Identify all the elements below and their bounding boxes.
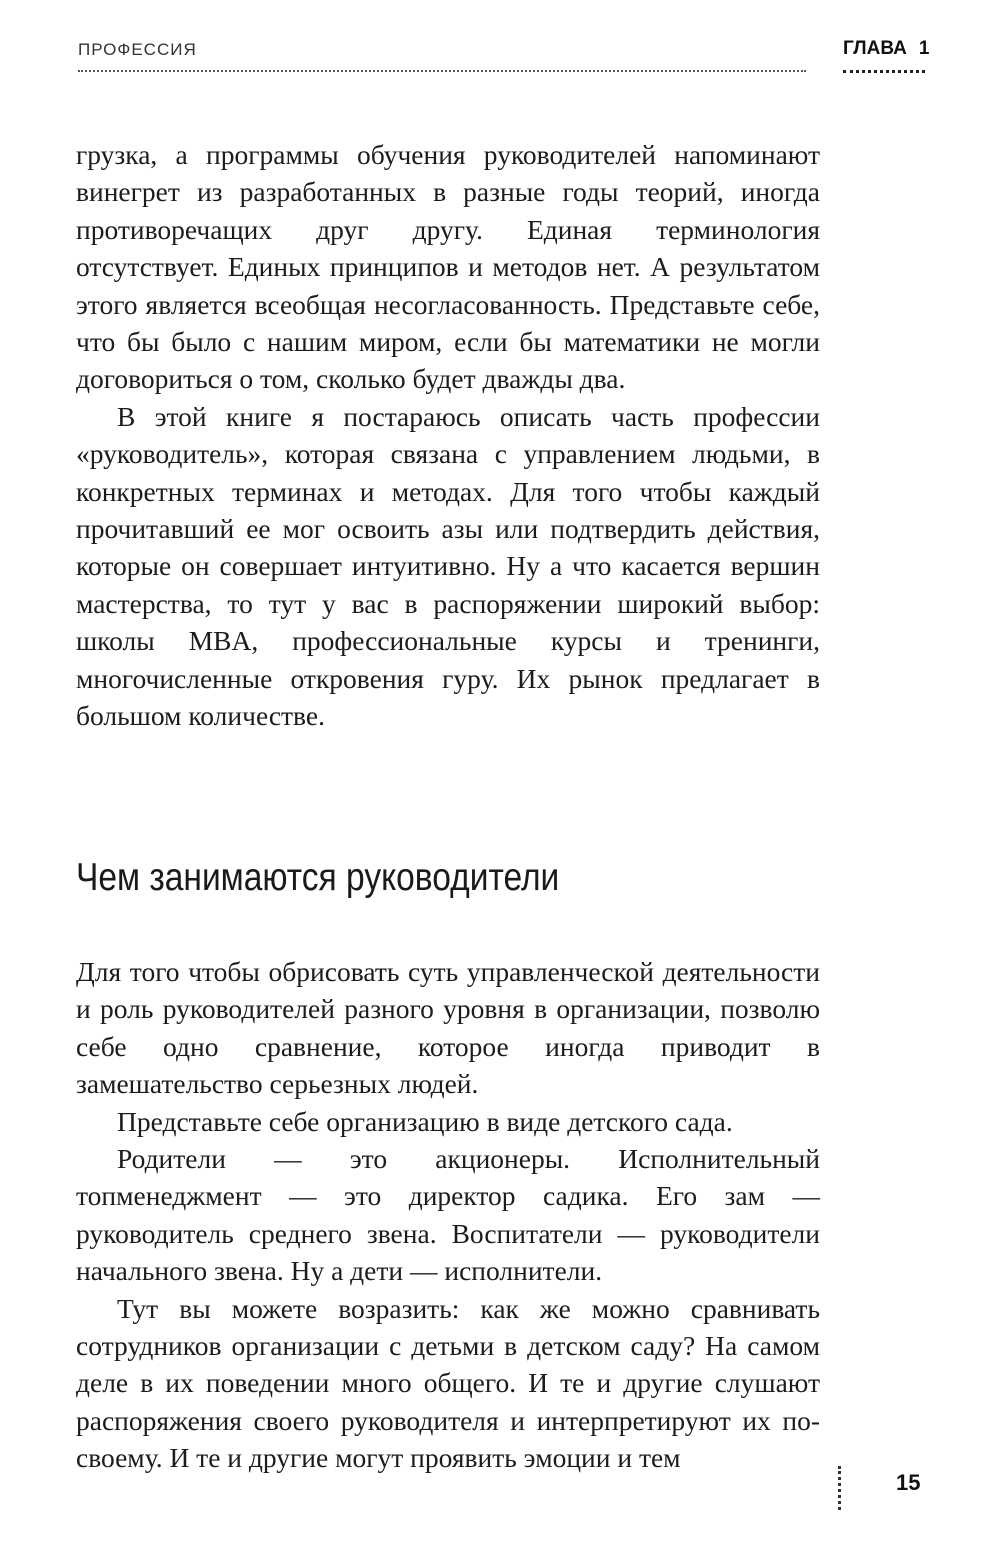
- paragraph: грузка, а программы обучения руководителей напоминают винегрет из разработанных в разные годы теорий, иногда противоречащих друг другу. Единая терминология отсутствует. Единых принципов и методов нет. А результатом этого является всеобщая несогласованность. Представьте себе, что бы было с нашим миром, если бы математики не могли договориться о том, сколько будет дважды два.: [76, 139, 820, 395]
- paragraph: В этой книге я постараюсь описать часть профессии «руководитель», которая связана с управлением людьми, в конкретных терминах и методах. Для того чтобы каждый прочитавший ее мог освоить азы или подтвердить действия, которые он совершает интуитивно. Ну а что касается вершин мастерства, то тут у вас в распоряжении широкий выбор: школы MBA, профессиональные курсы и тренинги, многочисленные откровения гуру. Их рынок предлагает в большом количестве.: [76, 400, 820, 732]
- section-heading: Чем занимаются руководители: [76, 856, 560, 899]
- running-head-chapter: [843, 38, 930, 73]
- page-number: 15: [896, 1470, 921, 1495]
- chapter-label: ГЛАВА: [843, 38, 907, 59]
- text-block-1: [76, 136, 820, 735]
- paragraph: Родители — это акционеры. Исполнительный топменеджмент — это директор садика. Его зам — руководитель среднего звена. Воспитатели — руководители начального звена. Ну а дети — исполнители.: [76, 1143, 820, 1287]
- chapter-number: 1: [918, 38, 930, 59]
- paragraph: Для того чтобы обрисовать суть управленческой деятельности и роль руководителей разного уровня в организации, позволю себе одно сравнение, которое иногда приводит в замешательство серьезных людей.: [76, 956, 820, 1100]
- paragraph: Тут вы можете возразить: как же можно сравнивать сотрудников организации с детьми в детском саду? На самом деле в их поведении много общего. И те и другие слушают распоряжения своего руководителя и интерпретируют их по-своему. И те и другие могут проявить эмоции и тем: [76, 1292, 820, 1474]
- footer-dotted-rule: [838, 1466, 841, 1510]
- paragraph: Представьте себе организацию в виде детского сада.: [117, 1105, 733, 1137]
- running-head-left: [78, 40, 806, 72]
- text-block-2: [76, 953, 820, 1477]
- running-head-section-label: ПРОФЕССИЯ: [78, 40, 197, 59]
